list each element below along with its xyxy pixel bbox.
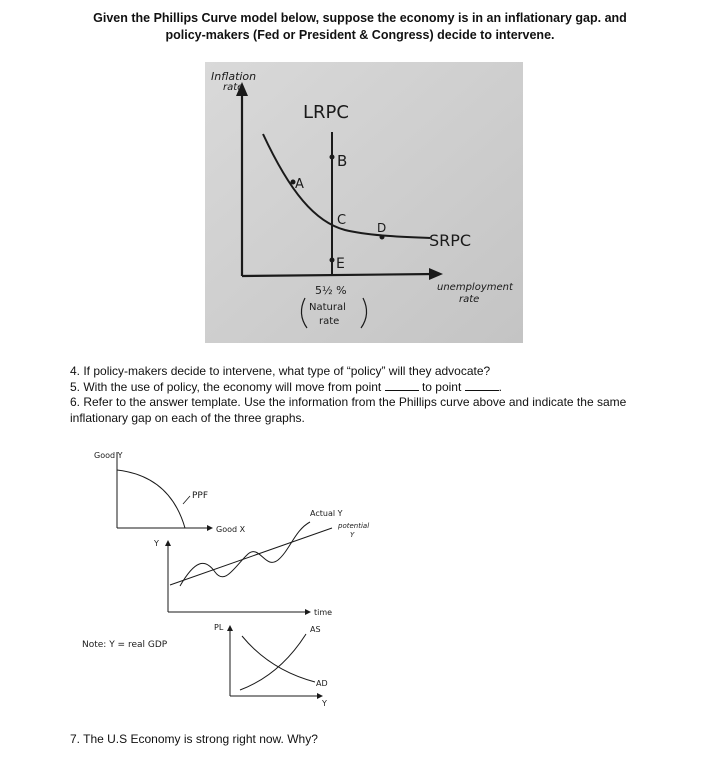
question-7: 7. The U.S Economy is strong right now. Why? — [70, 732, 318, 746]
potential-label-2: Y — [350, 531, 355, 539]
unemployment-rate-label: rate — [459, 294, 480, 305]
bc-y-label: Y — [154, 539, 159, 548]
ad-curve — [242, 636, 315, 682]
natural-rate-value: 5½ % — [315, 284, 347, 297]
potential-gdp-line — [170, 528, 332, 585]
ppf-pointer — [183, 496, 190, 504]
as-curve — [240, 634, 306, 690]
answer-template-sketch — [70, 440, 470, 720]
point-d-dot — [380, 235, 385, 240]
natural-rate-label-2: rate — [319, 316, 340, 327]
actual-label: Actual Y — [310, 509, 343, 518]
point-from-blank[interactable] — [385, 380, 419, 391]
phillips-y-label-1: Inflation — [211, 70, 257, 83]
point-b-label: B — [337, 152, 348, 170]
questions-block — [70, 364, 670, 426]
adas-x-label: Y — [322, 699, 327, 708]
ppf-label: PPF — [192, 491, 209, 501]
time-label: time — [314, 608, 333, 617]
question-4: 4. If policy-makers decide to intervene, what type of “policy” will they advocate? — [70, 364, 491, 378]
point-e-label: E — [336, 256, 345, 272]
as-label: AS — [310, 625, 321, 634]
ppf-x-label: Good X — [216, 525, 246, 534]
ppf-x-arrow — [207, 525, 213, 531]
page-header — [0, 10, 720, 44]
point-c-label: C — [337, 213, 347, 228]
phillips-y-label-2: rate — [223, 82, 244, 93]
ppf-curve — [117, 470, 185, 528]
srpc-label: SRPC — [429, 231, 472, 250]
point-e-dot — [330, 258, 335, 263]
header-line-2: policy-makers (Fed or President & Congress) decide to intervene. — [165, 28, 555, 42]
note-text: Note: Y = real GDP — [82, 640, 168, 650]
question-6: 6. Refer to the answer template. Use the information from the Phillips curve above and indicate the same inflationary gap on each of the three graphs. — [70, 395, 627, 425]
point-to-blank[interactable] — [465, 380, 499, 391]
question-5-part-1: 5. With the use of policy, the economy will move from point — [70, 379, 382, 394]
natural-rate-label-1: Natural — [309, 302, 346, 313]
ad-label: AD — [316, 679, 328, 688]
potential-label-1: potential — [338, 522, 370, 530]
question-5 — [70, 380, 670, 396]
bc-y-arrow — [165, 540, 171, 546]
question-5-part-2: to point — [421, 379, 462, 394]
lrpc-label: LRPC — [303, 102, 349, 123]
adas-y-arrow — [227, 625, 233, 631]
point-a-label: A — [295, 177, 304, 192]
phillips-curve-photo — [205, 62, 523, 343]
question-5-end: . — [498, 379, 502, 394]
ppf-y-label: Good Y — [94, 451, 123, 460]
point-d-label: D — [377, 221, 387, 235]
unemployment-label: unemployment — [437, 282, 513, 293]
adas-y-label: PL — [214, 623, 224, 632]
bc-x-arrow — [305, 609, 311, 615]
header-line-1: Given the Phillips Curve model below, suppose the economy is in an inflationary gap. and — [93, 11, 627, 25]
point-b-dot — [330, 155, 335, 160]
